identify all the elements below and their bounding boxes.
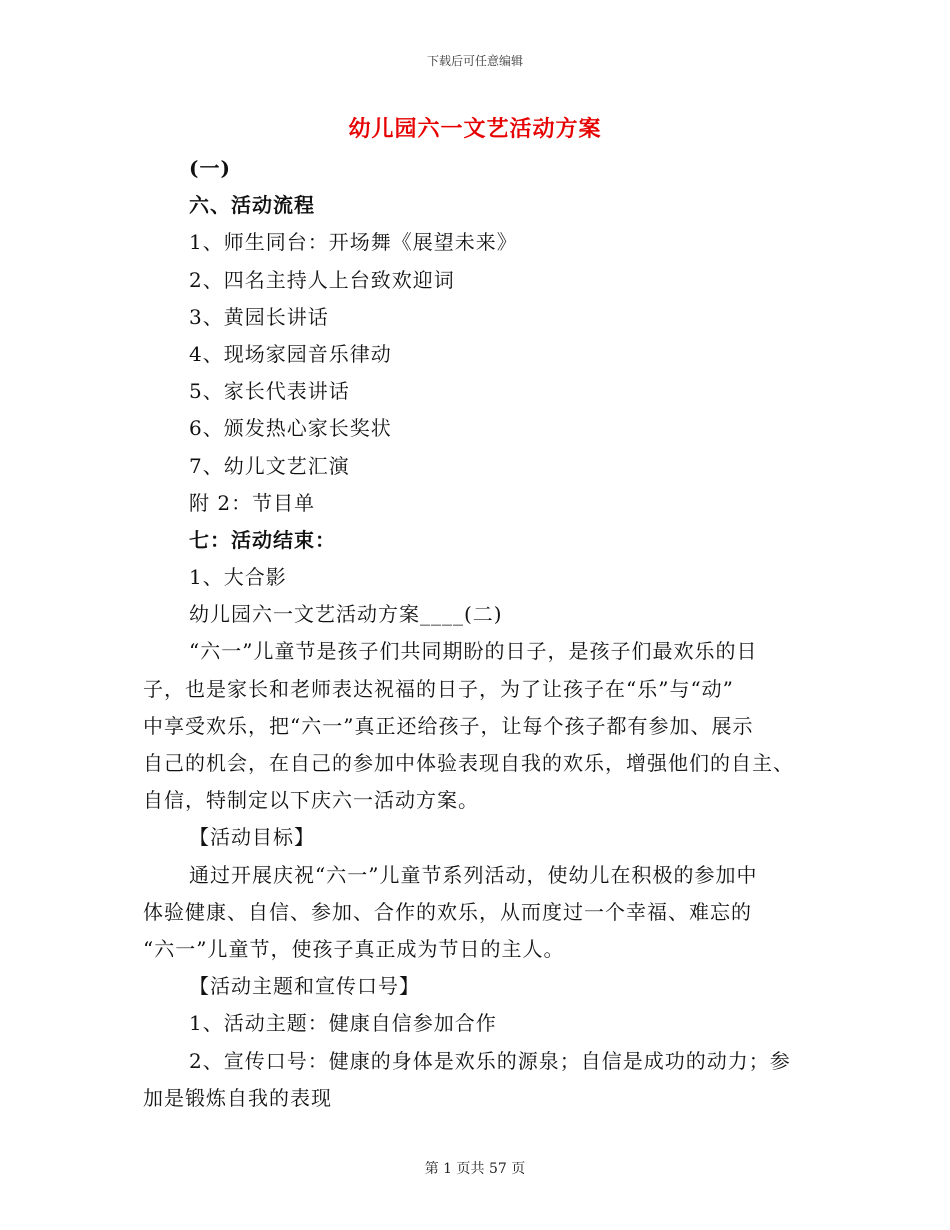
flow-heading: 六、活动流程 [189, 193, 315, 218]
intro-line: 自信，特制定以下庆六一活动方案。 [143, 788, 479, 813]
intro-line: 中享受欢乐，把“六一”真正还给孩子，让每个孩子都有参加、展示 [143, 713, 754, 738]
intro-line: 子，也是家长和老师表达祝福的日子，为了让孩子在“乐”与“动” [143, 676, 734, 701]
flow-item: 1、师生同台：开场舞《展望未来》 [189, 230, 518, 255]
page-footer: 第 1 页共 57 页 [424, 1161, 526, 1177]
theme-item: 1、活动主题：健康自信参加合作 [189, 1011, 497, 1036]
flow-item: 2、四名主持人上台致欢迎词 [189, 267, 455, 292]
flow-item: 6、颁发热心家长奖状 [189, 416, 392, 441]
end-item: 1、大合影 [189, 565, 287, 590]
flow-item: 5、家长代表讲话 [189, 379, 350, 404]
document-body [143, 150, 808, 1117]
theme-continuation: 加是锻炼自我的表现 [143, 1085, 332, 1110]
section-number: (一) [189, 156, 231, 180]
flow-item: 7、幼儿文艺汇演 [189, 453, 350, 478]
goal-heading: 【活动目标】 [189, 825, 315, 850]
goal-line: 体验健康、自信、参加、合作的欢乐，从而度过一个幸福、难忘的 [143, 899, 752, 924]
theme-item: 2、宣传口号：健康的身体是欢乐的源泉；自信是成功的动力；参 [189, 1048, 791, 1073]
end-heading: 七：活动结束： [189, 527, 336, 552]
section2-title: 幼儿园六一文艺活动方案____(二) [189, 602, 503, 627]
intro-line: 自己的机会，在自己的参加中体验表现自我的欢乐，增强他们的自主、 [143, 751, 794, 775]
goal-line: 通过开展庆祝“六一”儿童节系列活动，使幼儿在积极的参加中 [189, 862, 758, 887]
intro-line: “六一”儿童节是孩子们共同期盼的日子，是孩子们最欢乐的日 [189, 639, 758, 664]
goal-line: “六一”儿童节，使孩子真正成为节日的主人。 [143, 936, 565, 961]
theme-heading: 【活动主题和宣传口号】 [189, 974, 420, 999]
flow-item: 4、现场家园音乐律动 [189, 341, 392, 366]
flow-item: 3、黄园长讲话 [189, 304, 329, 329]
page-header: 下载后可任意编辑 [426, 54, 523, 68]
document-title: 幼儿园六一文艺活动方案 [348, 116, 602, 142]
appendix-note: 附 2：节目单 [189, 490, 316, 515]
